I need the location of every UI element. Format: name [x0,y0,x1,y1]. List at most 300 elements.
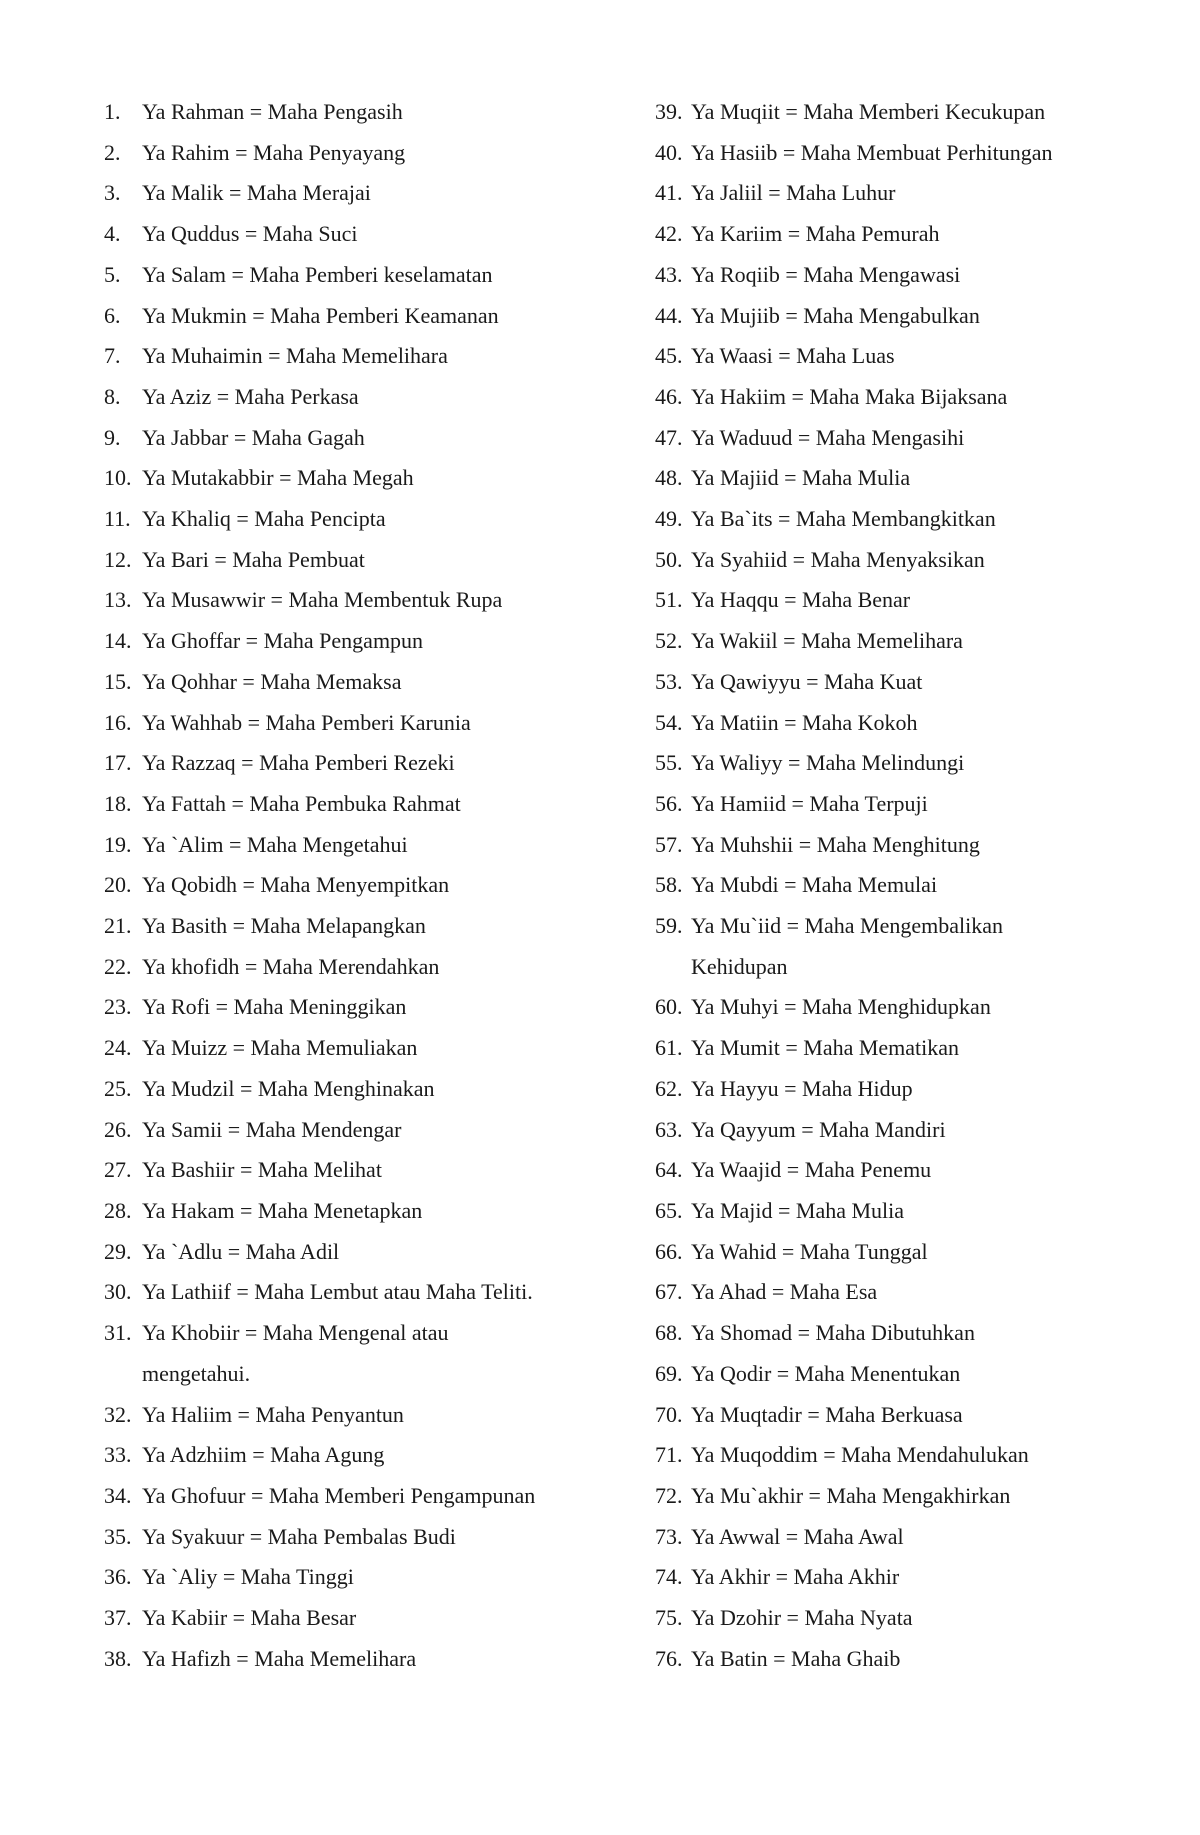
list-item [655,1150,1175,1191]
names-list-right-column [655,92,1175,1679]
list-item-name-meaning: Ya Samii = Maha Mendengar [142,1116,402,1142]
list-item-name-meaning: Ya Razzaq = Maha Pemberi Rezeki [142,750,455,776]
list-item-text [691,784,1175,825]
list-item-number: 47. [655,424,683,450]
list-item-number: 13. [104,587,132,613]
list-item-text [691,1191,1175,1232]
list-item [104,1232,624,1273]
list-item-number: 63. [655,1116,683,1142]
list-item-text [691,825,1175,866]
list-item-text [691,703,1175,744]
list-item [655,1517,1175,1558]
list-item-name-meaning: Ya Wahhab = Maha Pemberi Karunia [142,709,471,735]
list-item-name-meaning: Ya Dzohir = Maha Nyata [691,1605,913,1631]
list-item-number: 28. [104,1197,132,1223]
list-item-text [691,173,1175,214]
list-item-name-meaning: Ya Bari = Maha Pembuat [142,546,365,572]
list-item-name-meaning: Ya Muhyi = Maha Menghidupkan [691,994,991,1020]
list-item-name-meaning: Ya Muqiit = Maha Memberi Kecukupan [691,99,1046,124]
list-item [104,1395,624,1436]
list-item [104,1517,624,1558]
list-item [655,865,1175,906]
list-item-name-meaning: Ya Bashiir = Maha Melihat [142,1157,382,1183]
list-item [104,784,624,825]
list-item [655,1639,1175,1680]
list-item-text [691,499,1175,540]
list-item [104,743,624,784]
list-item-text [142,377,624,418]
list-item-name-meaning: Ya Qawiyyu = Maha Kuat [691,668,923,694]
list-item [104,173,624,214]
list-item [104,133,624,174]
list-item-name-meaning: Ya Majid = Maha Mulia [691,1197,905,1223]
list-item-number: 46. [655,383,683,409]
list-item [655,1354,1175,1395]
list-item [655,336,1175,377]
list-item [655,662,1175,703]
list-item-number: 10. [104,465,132,491]
list-item-name-meaning: Ya Awwal = Maha Awal [691,1523,904,1549]
list-item-number: 4. [104,221,121,247]
list-item-number: 42. [655,221,683,247]
list-item-text [142,1110,624,1151]
list-item-text [691,1517,1175,1558]
list-item-number: 22. [104,953,132,979]
list-item-text [691,621,1175,662]
list-item-number: 64. [655,1157,683,1183]
list-item [655,296,1175,337]
list-item-name-meaning: Ya Mu`iid = Maha Mengembalikan [691,913,1004,939]
list-item-name-meaning: Ya Ghoffar = Maha Pengampun [142,628,424,654]
list-item-name-meaning: Ya Hasiib = Maha Membuat Perhitungan [691,139,1053,165]
list-item-text [142,1557,624,1598]
list-item-name-meaning: Ya Mukmin = Maha Pemberi Keamanan [142,302,499,328]
list-item-text [142,92,624,133]
list-item-text [691,1476,1175,1517]
list-item-number: 36. [104,1564,132,1590]
list-item-name-meaning: Ya Hakam = Maha Menetapkan [142,1197,423,1223]
list-item-name-meaning: Ya Batin = Maha Ghaib [691,1645,901,1671]
list-item-text [142,1069,624,1110]
list-item [104,1639,624,1680]
list-item-name-meaning: Ya Ahad = Maha Esa [691,1279,878,1305]
list-item-name-meaning: Ya Lathiif = Maha Lembut atau Maha Teliti. [142,1279,533,1305]
list-item [655,1110,1175,1151]
list-item [655,1272,1175,1313]
list-item-name-meaning: Ya Khobiir = Maha Mengenal atau [142,1320,449,1346]
list-item-number: 5. [104,261,121,287]
list-item-number: 9. [104,424,121,450]
list-item-number: 6. [104,302,121,328]
list-item-name-meaning: Ya Wakiil = Maha Memelihara [691,628,963,654]
list-item-number: 71. [655,1442,683,1468]
list-item [655,1598,1175,1639]
list-item-name-meaning: Ya Shomad = Maha Dibutuhkan [691,1320,975,1346]
list-item-text [142,825,624,866]
list-item-text [691,255,1175,296]
list-item-name-meaning: Ya Syahiid = Maha Menyaksikan [691,546,985,572]
list-item-text [142,173,624,214]
list-item [655,1069,1175,1110]
list-item-name-meaning: Ya Wahid = Maha Tunggal [691,1238,928,1264]
list-item-number: 56. [655,790,683,816]
list-item-name-meaning: Ya Waliyy = Maha Melindungi [691,750,965,776]
list-item-number: 31. [104,1320,132,1346]
list-item-number: 72. [655,1482,683,1508]
list-item-number: 49. [655,506,683,532]
list-item-number: 65. [655,1197,683,1223]
list-item-name-meaning: Ya Mutakabbir = Maha Megah [142,465,414,491]
list-item [655,1435,1175,1476]
list-item-text [142,1028,624,1069]
list-item-text [142,784,624,825]
list-item-number: 40. [655,139,683,165]
list-item-number: 11. [104,506,131,532]
list-item-number: 8. [104,383,121,409]
list-item-name-meaning: Ya Hamiid = Maha Terpuji [691,790,928,816]
list-item-text [142,458,624,499]
list-item-text [142,1517,624,1558]
list-item-text [142,1313,624,1394]
list-item [655,1476,1175,1517]
list-item-number: 1. [104,99,121,124]
list-item [655,703,1175,744]
list-item [655,1028,1175,1069]
list-item-number: 24. [104,1035,132,1061]
list-item-name-meaning: Ya Hayyu = Maha Hidup [691,1075,913,1101]
list-item [104,947,624,988]
list-item-name-meaning: Ya Fattah = Maha Pembuka Rahmat [142,790,461,816]
list-item-number: 29. [104,1238,132,1264]
list-item-number: 3. [104,180,121,206]
list-item-name-meaning: Ya Rahman = Maha Pengasih [142,99,403,124]
list-item [104,1272,624,1313]
list-item-text [691,1232,1175,1273]
list-item-text [691,336,1175,377]
list-item-name-meaning: Ya Jaliil = Maha Luhur [691,180,896,206]
list-item-number: 21. [104,913,132,939]
list-item-text [142,987,624,1028]
list-item-text [142,1598,624,1639]
list-item-text [142,255,624,296]
list-item [104,92,624,133]
list-item-name-meaning: Ya Rahim = Maha Penyayang [142,139,406,165]
list-item-name-meaning: Ya Ba`its = Maha Membangkitkan [691,506,996,532]
list-item-text [142,336,624,377]
list-item-text [691,1069,1175,1110]
list-item-text [691,580,1175,621]
list-item [104,540,624,581]
list-item [104,1110,624,1151]
list-item-number: 45. [655,343,683,369]
list-item [655,214,1175,255]
list-item-text [142,1232,624,1273]
list-item-text [142,662,624,703]
list-item-number: 59. [655,913,683,939]
list-item [655,418,1175,459]
list-item-name-meaning: Ya Quddus = Maha Suci [142,221,358,247]
list-item [655,540,1175,581]
list-item [104,296,624,337]
list-item-name-meaning: Ya Akhir = Maha Akhir [691,1564,900,1590]
list-item-name-meaning: Ya Hakiim = Maha Maka Bijaksana [691,383,1008,409]
list-item-text [691,1435,1175,1476]
list-item-text [691,662,1175,703]
list-item [655,255,1175,296]
list-item [655,92,1175,133]
list-item-number: 73. [655,1523,683,1549]
list-item-number: 14. [104,628,132,654]
list-item-name-meaning: Ya Musawwir = Maha Membentuk Rupa [142,587,503,613]
list-item-text [142,296,624,337]
list-item-number: 39. [655,99,683,124]
list-item [655,1191,1175,1232]
list-item-number: 32. [104,1401,132,1427]
list-item [655,743,1175,784]
list-item [104,418,624,459]
list-item-number: 20. [104,872,132,898]
list-item-name-meaning: Ya Mudzil = Maha Menghinakan [142,1075,435,1101]
list-item-name-meaning: Ya Kabiir = Maha Besar [142,1605,357,1631]
list-item-text [142,214,624,255]
list-item-name-meaning: Ya Syakuur = Maha Pembalas Budi [142,1523,456,1549]
list-item-name-meaning: Ya Majiid = Maha Mulia [691,465,911,491]
list-item [104,662,624,703]
list-item [655,173,1175,214]
list-item [104,906,624,947]
list-item-name-meaning: Ya Qodir = Maha Menentukan [691,1360,961,1386]
list-item-text [691,1028,1175,1069]
list-item-text [142,1639,624,1680]
list-item-text [142,1395,624,1436]
list-item [104,621,624,662]
list-item-continuation: mengetahui. [142,1360,251,1386]
list-item-text [691,1313,1175,1354]
list-item [655,621,1175,662]
list-item-name-meaning: Ya Malik = Maha Merajai [142,180,371,206]
list-item-text [142,1191,624,1232]
list-item-number: 30. [104,1279,132,1305]
names-list-left-column [104,92,624,1679]
list-item-number: 50. [655,546,683,572]
list-item-number: 44. [655,302,683,328]
list-item [655,1395,1175,1436]
list-item-number: 55. [655,750,683,776]
list-item-name-meaning: Ya Muqoddim = Maha Mendahulukan [691,1442,1029,1468]
list-item [104,865,624,906]
list-item [104,1435,624,1476]
list-item-name-meaning: Ya Jabbar = Maha Gagah [142,424,365,450]
list-item-number: 74. [655,1564,683,1590]
list-item-number: 57. [655,831,683,857]
list-item-number: 70. [655,1401,683,1427]
list-item-text [142,540,624,581]
list-item-text [142,621,624,662]
list-item-number: 53. [655,668,683,694]
list-item-number: 38. [104,1645,132,1671]
list-item-number: 41. [655,180,683,206]
list-item-name-meaning: Ya Khaliq = Maha Pencipta [142,506,386,532]
list-item-number: 33. [104,1442,132,1468]
list-item-number: 7. [104,343,121,369]
list-item-number: 60. [655,994,683,1020]
list-item-name-meaning: Ya Waajid = Maha Penemu [691,1157,932,1183]
list-item-text [691,458,1175,499]
list-item-number: 75. [655,1605,683,1631]
list-item [655,499,1175,540]
list-item-name-meaning: Ya `Adlu = Maha Adil [142,1238,340,1264]
list-item-number: 25. [104,1075,132,1101]
list-item-name-meaning: Ya Haqqu = Maha Benar [691,587,911,613]
list-item-number: 62. [655,1075,683,1101]
list-item-number: 58. [655,872,683,898]
list-item-number: 16. [104,709,132,735]
list-item-number: 2. [104,139,121,165]
list-item-number: 37. [104,1605,132,1631]
list-item-text [142,133,624,174]
list-item-name-meaning: Ya `Aliy = Maha Tinggi [142,1564,354,1590]
list-item-name-meaning: Ya Haliim = Maha Penyantun [142,1401,404,1427]
list-item-text [691,1598,1175,1639]
list-item-number: 66. [655,1238,683,1264]
list-item-text [691,377,1175,418]
list-item [655,825,1175,866]
list-item-number: 35. [104,1523,132,1549]
list-item [104,214,624,255]
list-item-text [691,1557,1175,1598]
list-item-name-meaning: Ya khofidh = Maha Merendahkan [142,953,440,979]
list-item-text [691,906,1175,987]
list-item [104,580,624,621]
list-item [104,255,624,296]
list-item-text [142,580,624,621]
list-item-text [691,296,1175,337]
list-item-name-meaning: Ya Basith = Maha Melapangkan [142,913,426,939]
list-item-text [691,418,1175,459]
list-item [104,1598,624,1639]
list-item-name-meaning: Ya Mumit = Maha Mematikan [691,1035,960,1061]
list-item-name-meaning: Ya `Alim = Maha Mengetahui [142,831,408,857]
list-item-text [691,1272,1175,1313]
list-item [655,133,1175,174]
list-item [104,1191,624,1232]
list-item-text [691,133,1175,174]
list-item-text [142,703,624,744]
list-item [104,499,624,540]
list-item-name-meaning: Ya Mujiib = Maha Mengabulkan [691,302,980,328]
list-item-text [691,1354,1175,1395]
list-item-name-meaning: Ya Ghofuur = Maha Memberi Pengampunan [142,1482,536,1508]
list-item-number: 76. [655,1645,683,1671]
list-item-text [142,906,624,947]
list-item-text [691,92,1175,133]
list-item-text [691,1395,1175,1436]
list-item-text [691,214,1175,255]
list-item-number: 26. [104,1116,132,1142]
list-item-name-meaning: Ya Muhaimin = Maha Memelihara [142,343,448,369]
list-item [655,458,1175,499]
list-item-name-meaning: Ya Waasi = Maha Luas [691,343,895,369]
list-item-text [142,1476,624,1517]
list-item-name-meaning: Ya Waduud = Maha Mengasihi [691,424,965,450]
list-item-name-meaning: Ya Roqiib = Maha Mengawasi [691,261,961,287]
list-item-text [691,1150,1175,1191]
list-item [104,703,624,744]
list-item-number: 67. [655,1279,683,1305]
list-item-number: 12. [104,546,132,572]
list-item [655,580,1175,621]
list-item [104,1476,624,1517]
list-item-continuation: Kehidupan [691,953,788,979]
list-item-number: 18. [104,790,132,816]
list-item [655,1313,1175,1354]
list-item [104,1313,624,1394]
list-item-number: 17. [104,750,132,776]
list-item [655,1232,1175,1273]
list-item-number: 19. [104,831,132,857]
list-item-number: 34. [104,1482,132,1508]
list-item [104,825,624,866]
list-item-number: 52. [655,628,683,654]
list-item [104,1028,624,1069]
list-item-name-meaning: Ya Mubdi = Maha Memulai [691,872,938,898]
list-item [104,1069,624,1110]
list-item-name-meaning: Ya Muhshii = Maha Menghitung [691,831,980,857]
list-item-name-meaning: Ya Hafizh = Maha Memelihara [142,1645,417,1671]
list-item-number: 54. [655,709,683,735]
list-item-text [691,865,1175,906]
list-item [655,906,1175,987]
list-item-number: 61. [655,1035,683,1061]
list-item-name-meaning: Ya Muizz = Maha Memuliakan [142,1035,418,1061]
list-item [104,458,624,499]
list-item-text [691,987,1175,1028]
list-item-number: 51. [655,587,683,613]
list-item [104,377,624,418]
list-item-text [142,418,624,459]
list-item-text [142,1150,624,1191]
list-item [655,987,1175,1028]
list-item-name-meaning: Ya Salam = Maha Pemberi keselamatan [142,261,493,287]
list-item [104,987,624,1028]
list-item-text [142,743,624,784]
list-item-text [142,499,624,540]
list-item [655,1557,1175,1598]
list-item-text [142,865,624,906]
list-item-number: 15. [104,668,132,694]
list-item-text [691,1639,1175,1680]
list-item-number: 68. [655,1320,683,1346]
list-item-text [691,743,1175,784]
list-item-name-meaning: Ya Matiin = Maha Kokoh [691,709,918,735]
list-item-number: 23. [104,994,132,1020]
list-item-name-meaning: Ya Aziz = Maha Perkasa [142,383,359,409]
list-item-number: 69. [655,1360,683,1386]
list-item-name-meaning: Ya Rofi = Maha Meninggikan [142,994,407,1020]
list-item-name-meaning: Ya Mu`akhir = Maha Mengakhirkan [691,1482,1011,1508]
list-item-name-meaning: Ya Adzhiim = Maha Agung [142,1442,385,1468]
list-item [104,336,624,377]
list-item-text [142,1435,624,1476]
list-item-name-meaning: Ya Kariim = Maha Pemurah [691,221,940,247]
list-item [104,1557,624,1598]
list-item [655,784,1175,825]
list-item-text [142,1272,624,1313]
list-item-number: 48. [655,465,683,491]
list-item-text [691,1110,1175,1151]
list-item-text [691,540,1175,581]
list-item-text [142,947,624,988]
